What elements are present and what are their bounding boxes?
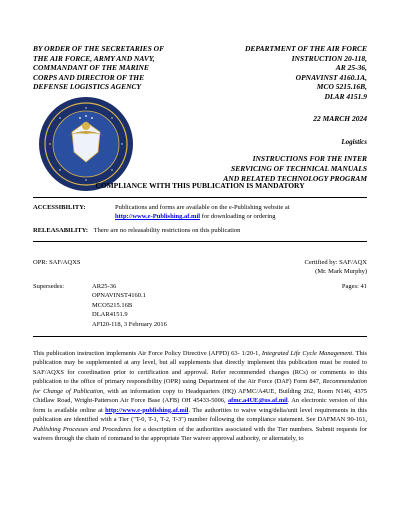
authority-line: CORPS AND DIRECTOR OF THE — [33, 72, 145, 82]
body-text: . This publication may be supplemented at any level, but all supplements that directly implement this publication must be routed to SAF/AQXS for coordination prior to certification and approval. Refer recommended changes (RCs) or comments to this publication to the office of primary responsibility (OPR) using Department of the Air Force (DAF) Form 847, — [33, 350, 367, 386]
publication-id-line: DEPARTMENT OF THE AIR FORCE — [245, 44, 367, 53]
releasability-row — [33, 226, 367, 235]
publication-series: Logistics — [341, 138, 367, 146]
superseded-publication: DLAR4151.9 — [92, 311, 128, 319]
body-text: for a description of the authorities associated with the Tier numbers. Submit requests for waivers through the chain of command to the appropriate Tier waiver approval authority, or alternately, to — [33, 425, 367, 443]
email-link[interactable]: afmc.a4UE@us.af.mil — [227, 397, 288, 405]
publication-title — [167, 154, 367, 183]
accessibility-label: ACCESSIBILITY: — [33, 204, 86, 211]
publication-id-line: OPNAVINST 4160.1A, — [295, 72, 367, 82]
body-text: . An electronic version of this form is available online at — [33, 397, 368, 414]
accessibility-text — [115, 203, 367, 221]
body-italic: Recommendation for Change of Publication — [33, 378, 367, 395]
body-italic: Publishing Processes and Procedures — [33, 425, 132, 433]
body-text: , with an information copy to Headquarters (HQ) AFMC/A4UE, Building 262, Room N146, 4375 Chidlaw Road, Wright-Patterson Air Force Base (AFB) OH 45433-5006, — [33, 387, 367, 405]
publication-id-line: DLAR 4151.9 — [324, 91, 367, 101]
authority-line: BY ORDER OF THE SECRETARIES OF — [33, 44, 165, 53]
authority-line: DEFENSE LOGISTICS AGENCY — [33, 82, 142, 92]
accessibility-text-1: Publications and forms are available on the e-Publishing website at — [115, 204, 290, 211]
divider — [33, 241, 367, 242]
body-paragraph — [33, 349, 367, 444]
publication-id-line: MCO 5215.16B, — [316, 82, 367, 92]
publication-id-block — [192, 44, 367, 102]
compliance-statement: COMPLIANCE WITH THIS PUBLICATION IS MANDATORY — [95, 181, 305, 190]
certified-by: Certified by: SAF/AQX — [304, 259, 367, 266]
epublishing-link-2[interactable]: http://www.e-publishing.af.mil — [105, 406, 189, 414]
divider — [33, 336, 367, 337]
publication-id-line: AR 25-36, — [335, 63, 367, 73]
authority-block — [33, 44, 208, 92]
air-force-seal-icon — [38, 96, 134, 192]
superseded-publication: MCO5215.16B — [92, 301, 133, 309]
body-text: . The authorities to waive wing/delta/unit level requirements in this publication are identified with a Tier ("T-0, T-1, T-2, T-3") number following the compliance statement. See DAFMAN 90-161, — [33, 406, 367, 424]
body-italic: Integrated Life Cycle Management — [261, 350, 353, 357]
opr: OPR: SAF/AQXS — [33, 259, 81, 266]
certifier-name: (Mr. Mark Murphy) — [315, 268, 367, 275]
publication-date: 22 MARCH 2024 — [313, 114, 367, 123]
epublishing-link[interactable]: http://www.e-Publishing.af.mil — [115, 213, 201, 220]
title-line: SERVICING OF TECHNICAL MANUALS — [231, 163, 367, 173]
publication-id-line: INSTRUCTION 20-118, — [291, 53, 367, 63]
divider — [33, 197, 367, 198]
title-line: AND RELATED TECHNOLOGY PROGRAM — [223, 173, 367, 183]
authority-line: COMMANDANT OF THE MARINE — [33, 63, 149, 73]
releasability-label: RELEASABILITY: — [33, 227, 89, 234]
accessibility-text-2: for downloading or ordering — [200, 213, 276, 220]
body-text: This publication instruction implements Air Force Policy Directive (AFPD) 63- 1/20-1, — [33, 350, 262, 357]
releasability-text: There are no releasability restrictions on this publication — [93, 227, 241, 234]
authority-line: THE AIR FORCE, ARMY AND NAVY, — [33, 53, 155, 63]
title-line: INSTRUCTIONS FOR THE INTER — [252, 154, 367, 163]
supersedes-label: Supersedes: — [33, 283, 65, 290]
superseded-publication: AR25-36 — [92, 283, 117, 290]
accessibility-row — [33, 203, 367, 220]
supersedes-list — [92, 282, 167, 329]
superseded-publication: OPNAVINST4160.1 — [92, 292, 146, 300]
superseded-publication: AFI20-118, 3 February 2016 — [92, 320, 167, 328]
page-count: Pages: 41 — [341, 283, 367, 290]
